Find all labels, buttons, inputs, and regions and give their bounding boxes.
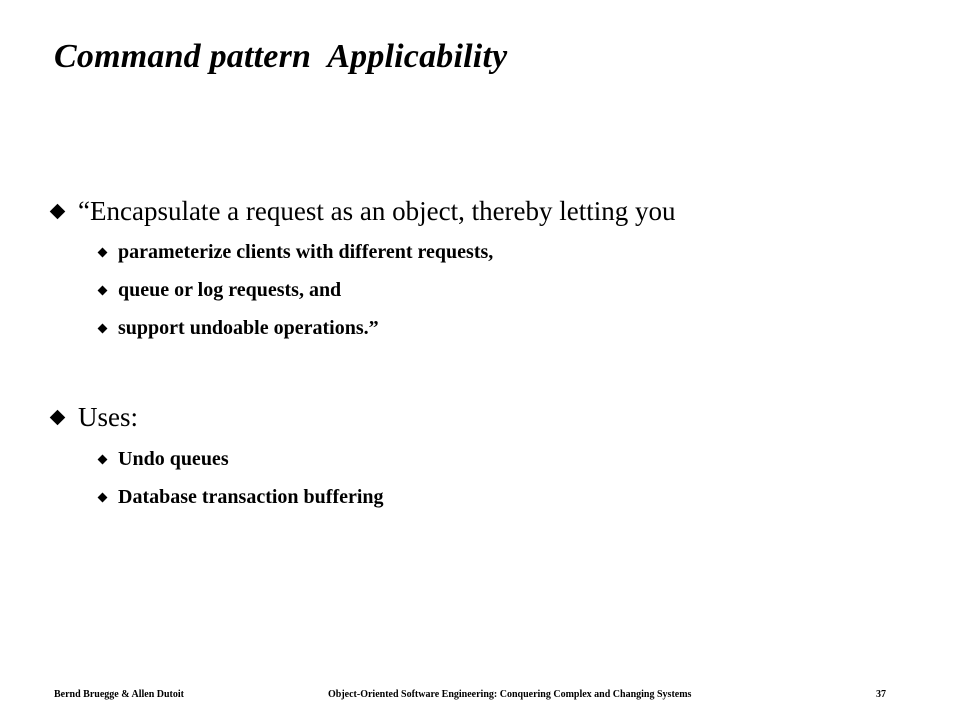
small-diamond-bullet-icon	[98, 455, 108, 465]
footer-book-title: Object-Oriented Software Engineering: Conquering Complex and Changing Systems	[328, 689, 692, 700]
bullet-uses-subitem	[96, 448, 229, 471]
small-diamond-bullet-icon	[98, 248, 108, 258]
footer-page-number: 37	[876, 689, 886, 700]
bullet-intro-subitem	[96, 317, 379, 340]
bullet-intro-subitem	[96, 279, 341, 302]
footer-authors: Bernd Bruegge & Allen Dutoit	[54, 689, 184, 700]
bullet-uses-subitem-text: Database transaction buffering	[118, 486, 384, 508]
bullet-uses-text: Uses:	[78, 402, 138, 432]
bullet-intro-subitem-text: parameterize clients with different requests,	[118, 241, 494, 263]
small-diamond-bullet-icon	[98, 493, 108, 503]
diamond-bullet-icon	[50, 204, 66, 220]
bullet-uses	[50, 402, 138, 433]
bullet-uses-subitem-text: Undo queues	[118, 448, 229, 470]
bullet-intro-subitem-text: support undoable operations.”	[118, 317, 379, 339]
bullet-intro-text: “Encapsulate a request as an object, thereby letting you	[78, 196, 676, 226]
bullet-uses-subitem	[96, 486, 384, 509]
bullet-intro	[50, 196, 676, 227]
bullet-intro-subitem	[96, 241, 493, 264]
diamond-bullet-icon	[50, 410, 66, 426]
slide-title: Command pattern Applicability	[54, 38, 508, 75]
small-diamond-bullet-icon	[98, 324, 108, 334]
small-diamond-bullet-icon	[98, 286, 108, 296]
bullet-intro-subitem-text: queue or log requests, and	[118, 279, 342, 301]
